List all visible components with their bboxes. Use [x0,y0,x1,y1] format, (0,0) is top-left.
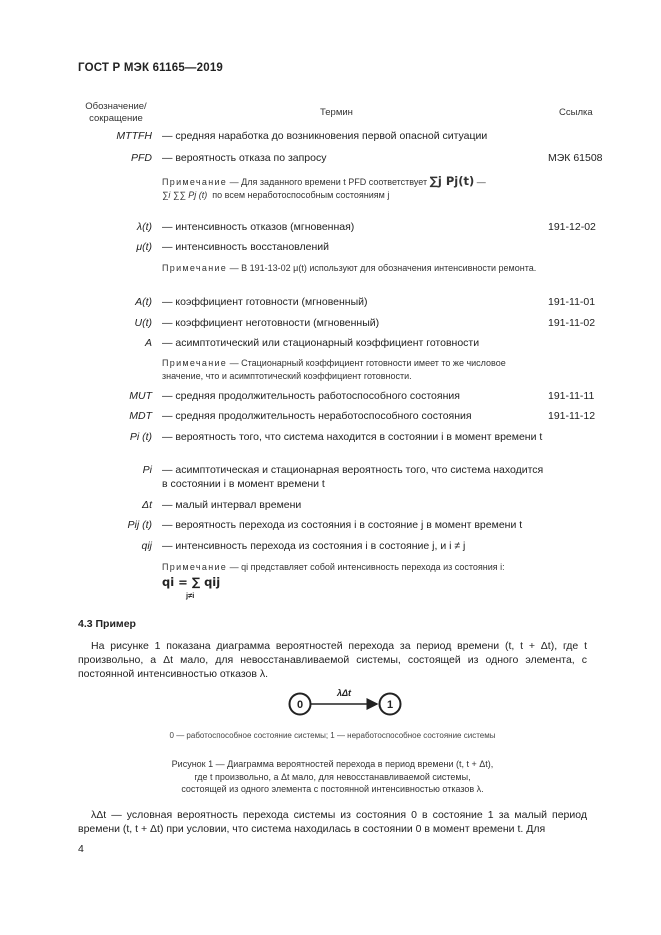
symbol-mdt: MDT [129,410,152,422]
pfd-sum-formula: ∑j Pj(t) [429,174,475,188]
paragraph-intro: На рисунке 1 показана диаграмма вероятностей перехода за период времени (t, t + Δt), где t произвольно, а Δt мало, для невосстанавливаемой системы, состоящей из одного элемента, с постоянной интенсивностью отказов λ. [78,640,587,680]
note-transition-rate-text: — qi представляет собой интенсивность перехода из состояния i: [229,562,505,572]
definition-transition-rate: — интенсивность перехода из состояния i в состояние j, и i ≠ j [162,540,466,552]
reference-unavailability: 191-11-02 [548,317,596,329]
note-label: Примечание [162,177,228,187]
definition-lambda: — интенсивность отказов (мгновенная) [162,221,355,233]
definition-asymptotic-availability: — асимптотический или стационарный коэффициент готовности [162,337,480,349]
reference-mut: 191-11-11 [548,390,595,402]
note-pfd-tail: по всем неработоспособным состояниям j [212,189,390,200]
reference-lambda: 191-12-02 [548,221,596,233]
column-heading-symbol: Обозначение/ сокращение [85,101,147,124]
reference-mdt: 191-11-12 [548,410,596,422]
note-label: Примечание [162,263,228,273]
definition-availability: — коэффициент готовности (мгновенный) [162,296,368,308]
paragraph-conditional-probability: λΔt — условная вероятность перехода системы из состояния 0 в состояние 1 за малый период времени (t, t + Δt) при условии, что система находилась в состоянии 0 в момент времени t. Для [78,809,587,835]
q-formula-text: qi = ∑ qij [162,575,221,589]
definition-mdt: — средняя продолжительность неработоспособного состояния [162,410,472,422]
symbol-asymptotic-state-probability: Pi [142,464,152,476]
definition-mu: — интенсивность восстановлений [162,241,329,253]
definition-delta-t: — малый интервал времени [162,499,302,511]
note-pfd-text: — Для заданного времени t PFD соответствует [229,177,428,187]
state-1-label: 1 [386,699,394,711]
reference-pfd: МЭК 61508 [548,152,603,164]
page-number: 4 [78,843,84,855]
note-label: Примечание [162,358,228,368]
caption-line-1: Рисунок 1 — Диаграмма вероятностей перехода в период времени (t, t + Δt), [171,759,494,769]
symbol-asymptotic-availability: A [144,337,152,349]
symbol-pfd: PFD [131,152,152,164]
note-availability [162,357,542,382]
note-pfd [162,175,542,201]
note-transition-rate [162,561,542,574]
note-label: Примечание [162,562,228,572]
note-availability-text: — Стационарный коэффициент готовности имеет то же числовое значение, что и асимптотический коэффициент готовности. [162,358,506,381]
q-sum-formula [162,575,220,589]
figure-caption [78,758,587,796]
reference-availability: 191-11-01 [548,296,596,308]
state-0-label: 0 [296,699,304,711]
symbol-state-probability: Pi (t) [129,431,152,443]
transition-diagram [280,684,420,720]
definition-mttfh: — средняя наработка до возникновения первой опасной ситуации [162,130,488,142]
diagram-legend: 0 — работоспособное состояние системы; 1 — неработоспособное состояние системы [169,731,496,740]
symbol-transition-probability: Pij (t) [127,519,152,531]
symbol-mu: μ(t) [136,241,152,253]
symbol-delta-t: Δt [142,499,152,511]
symbol-transition-rate: qij [141,540,152,552]
definition-mut: — средняя продолжительность работоспособного состояния [162,390,460,402]
arrow-label: λΔt [336,688,352,698]
pfd-sum-formula-small: ∑i ∑∑ Pj (t) [162,189,208,200]
definition-unavailability: — коэффициент неготовности (мгновенный) [162,317,380,329]
symbol-availability: A(t) [135,296,152,308]
definition-transition-probability: — вероятность перехода из состояния i в состояние j в момент времени t [162,519,523,531]
caption-line-2: где t произвольно, а Δt мало, для невосстанавливаемой системы, [194,771,471,782]
column-heading-term: Термин [320,107,353,118]
caption-line-3: состоящей из одного элемента с постоянной интенсивностью отказов λ. [181,784,484,794]
symbol-lambda: λ(t) [136,221,152,233]
note-mu [162,262,542,275]
definition-asymptotic-state-probability: — асимптотическая и стационарная вероятность того, что система находится в состоянии i в момент времени t [162,464,544,490]
q-formula-subscript: j≠i [186,591,195,600]
symbol-unavailability: U(t) [134,317,152,329]
note-mu-text: — В 191-13-02 μ(t) используют для обозначения интенсивности ремонта. [229,263,537,273]
symbol-mut: MUT [129,390,152,402]
document-header: ГОСТ Р МЭК 61165—2019 [78,62,224,74]
symbol-mttfh: MTTFH [116,130,152,142]
definition-pfd: — вероятность отказа по запросу [162,152,327,164]
definition-state-probability: — вероятность того, что система находится в состоянии i в момент времени t [162,431,543,443]
section-title: 4.3 Пример [78,618,136,630]
column-heading-reference: Ссылка [559,107,593,118]
note-pfd-dash: — [476,177,486,187]
